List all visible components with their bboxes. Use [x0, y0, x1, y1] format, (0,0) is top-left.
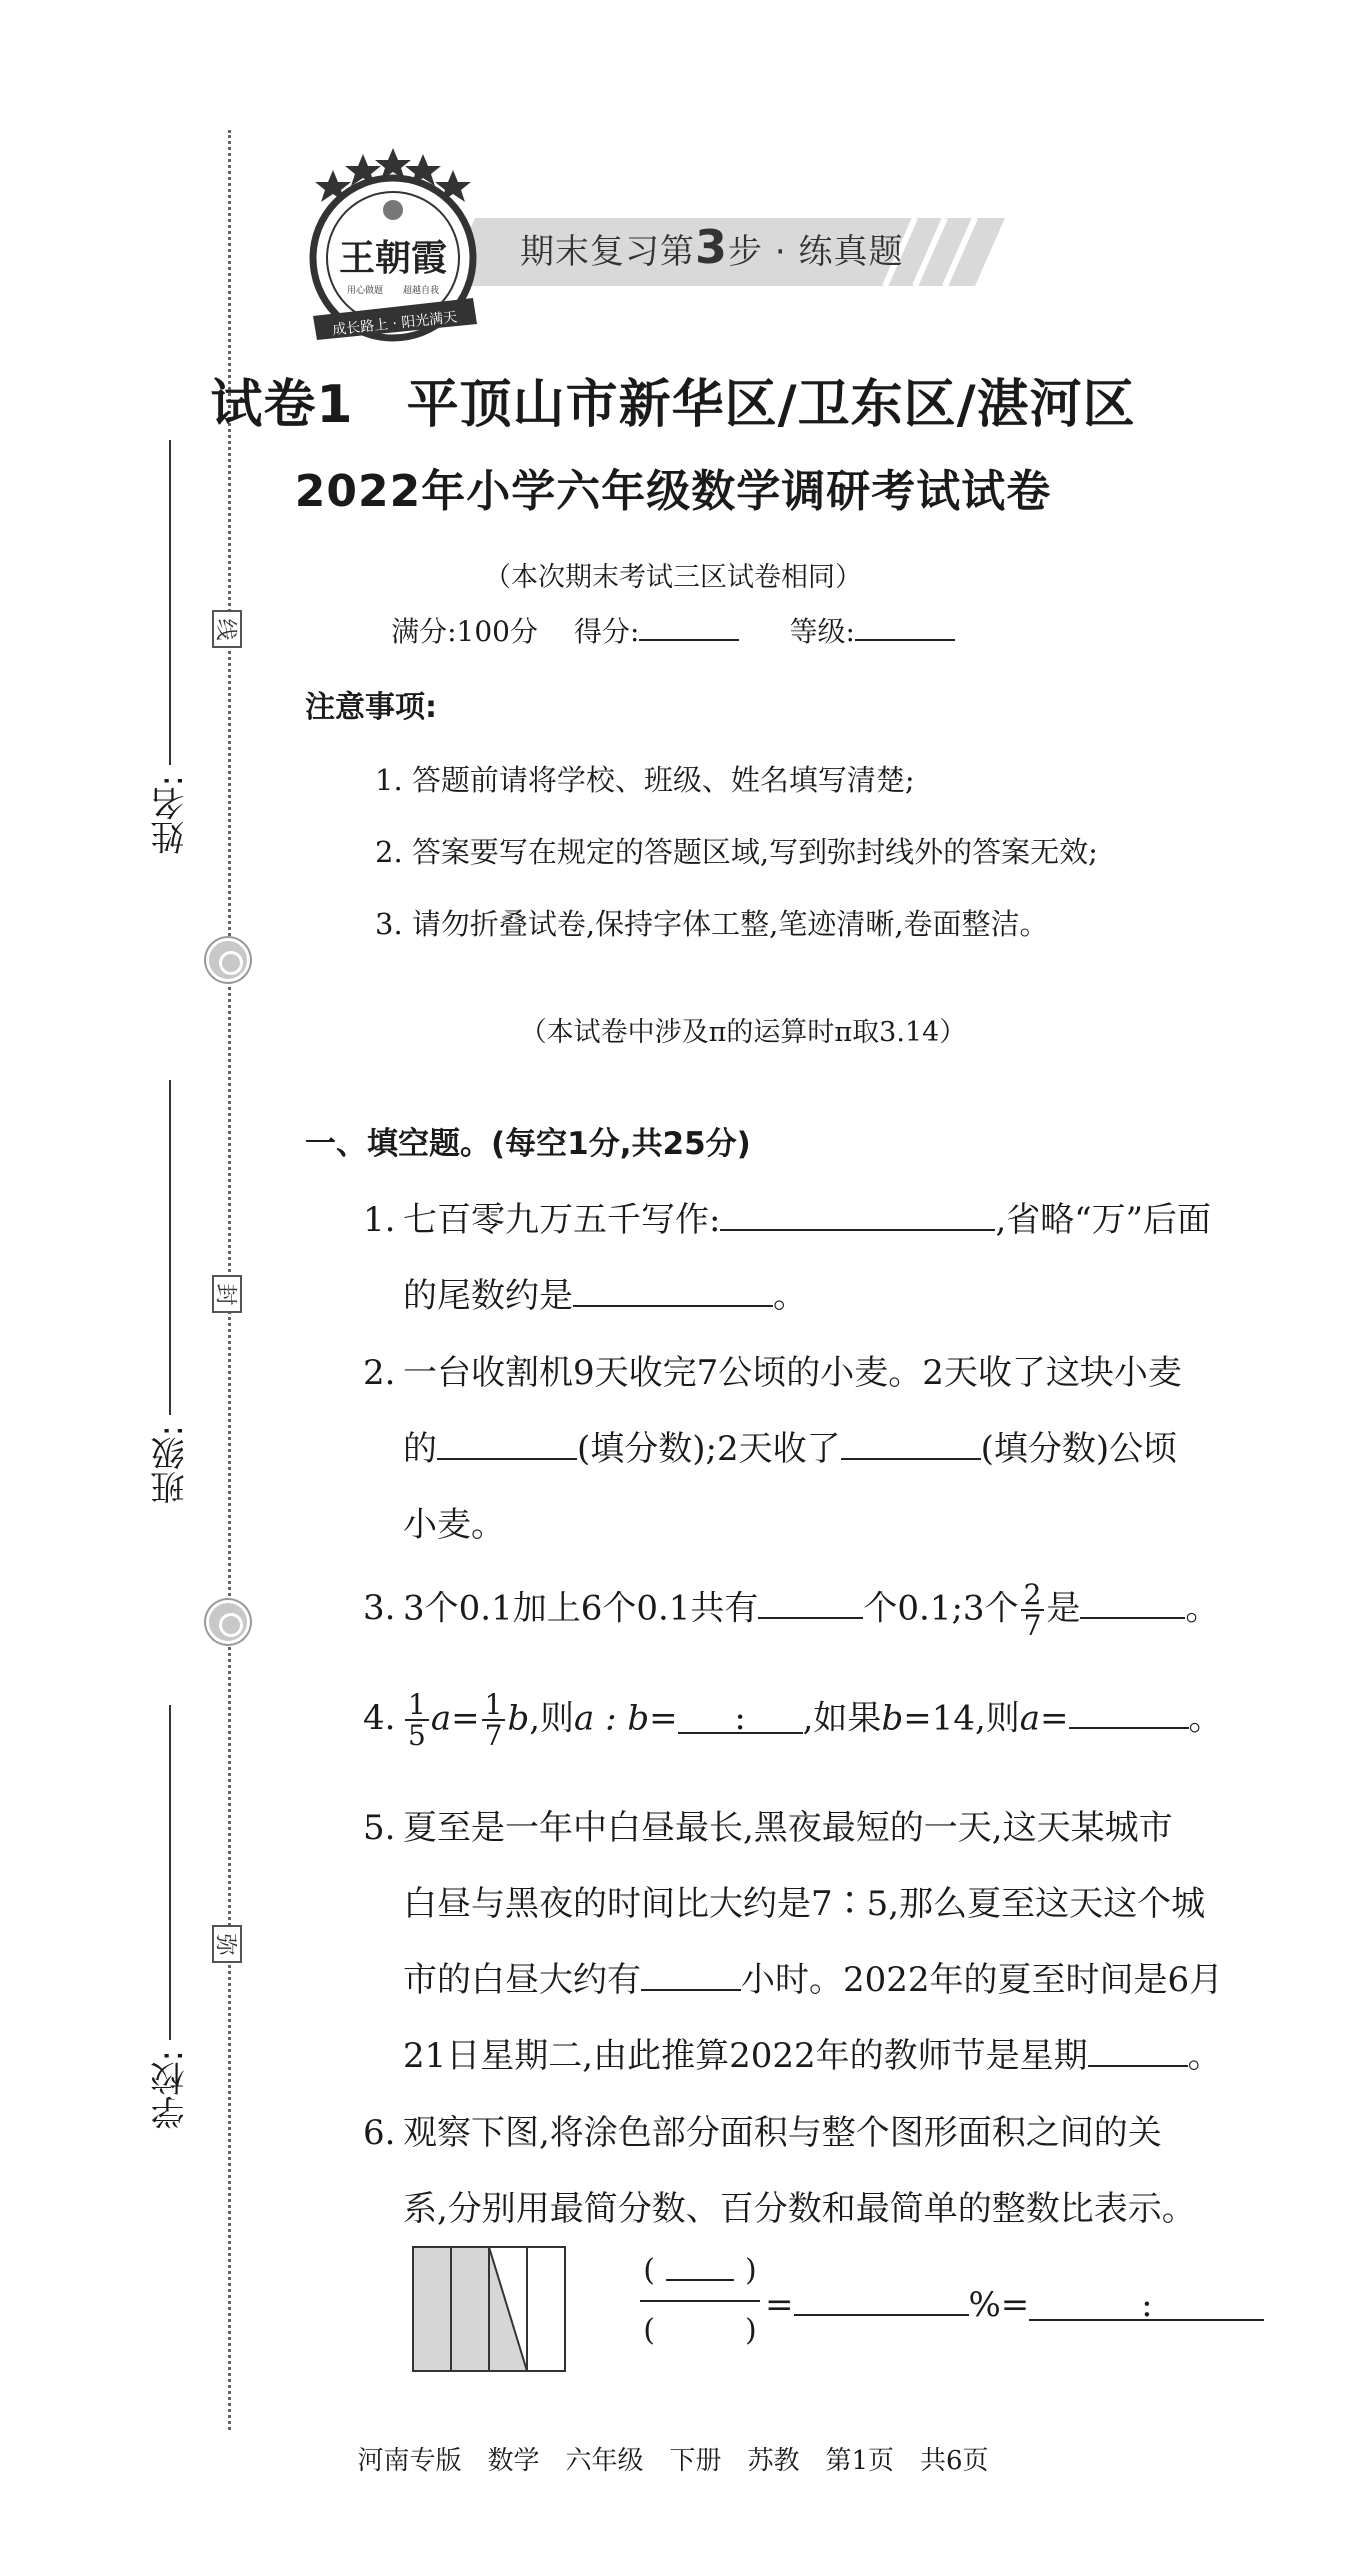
question-2-end: 小麦。 [403, 1505, 505, 1545]
question-6: 6. 观察下图,将涂色部分面积与整个图形面积之间的关 [363, 2113, 1162, 2153]
section-title: 一、填空题。(每空1分,共25分) [305, 1126, 751, 1162]
brand-logo-icon [295, 148, 491, 344]
school-field[interactable] [145, 1705, 195, 2129]
class-field[interactable] [145, 1080, 195, 1504]
question-2-cont: 的 (填分数);2天收了 (填分数)公顷 [403, 1421, 1177, 1470]
question-5-line3: 市的白昼大约有 小时。2022年的夏至时间是6月 [403, 1952, 1223, 2001]
question-2: 2. 一台收割机9天收完7公顷的小麦。2天收了这块小麦 [363, 1353, 1182, 1393]
question-5: 5. 夏至是一年中白昼最长,黑夜最短的一天,这天某城市 [363, 1808, 1173, 1848]
same-paper-note: （本次期末考试三区试卷相同） [484, 562, 862, 593]
school-fill-line[interactable] [169, 1705, 171, 2040]
question-6-answers: = %= : [765, 2280, 1264, 2325]
svg-text:用心做题: 用心做题 [346, 286, 384, 296]
answer-blank[interactable] [758, 1583, 863, 1619]
seal-mark-line: 线 [212, 610, 242, 648]
flower-ornament-icon [206, 938, 250, 982]
fraction-1-7: $\frac{1}{7}$ [482, 1690, 506, 1751]
ratio-blank[interactable]: : [1029, 2285, 1264, 2321]
note-item: 1. 答题前请将学校、班级、姓名填写清楚; [375, 763, 915, 797]
svg-text:成长路上 · 阳光满天: 成长路上 · 阳光满天 [331, 309, 458, 339]
name-label: 姓名: [150, 775, 191, 855]
answer-blank[interactable] [573, 1271, 773, 1307]
school-label: 学校: [150, 2050, 191, 2130]
full-score: 满分:100分 [391, 615, 538, 648]
answer-blank[interactable] [1069, 1693, 1189, 1729]
exam-subtitle: 2022年小学六年级数学调研考试试卷 [294, 466, 1052, 517]
grade-label: 等级: [789, 615, 855, 648]
pi-note: （本试卷中涉及π的运算时π取3.14） [519, 1017, 967, 1048]
grade-blank[interactable] [855, 613, 955, 641]
score-row [0, 610, 1346, 650]
question-5-line2: 白昼与黑夜的时间比大约是7∶5,那么夏至这天这个城 [403, 1884, 1206, 1924]
question-4: 4. $\frac{1}{5}$ a= $\frac{1}{7}$ b,则a : b= : ,如果b=14,则a= 。 [363, 1688, 1223, 1753]
ratio-blank[interactable]: : [678, 1698, 803, 1734]
question-5-line4: 21日星期二,由此推算2022年的教师节是星期 。 [403, 2028, 1222, 2077]
answer-blank[interactable] [1088, 2031, 1188, 2067]
shaded-rectangle-figure [411, 2245, 567, 2373]
fraction-2-7: $\frac{2}{7}$ [1021, 1580, 1045, 1641]
fraction-1-5: $\frac{1}{5}$ [405, 1690, 429, 1751]
percent-blank[interactable] [794, 2280, 969, 2316]
note-item: 3. 请勿折叠试卷,保持字体工整,笔迹清晰,卷面整洁。 [375, 907, 1049, 941]
banner-title: 期末复习第3步 · 练真题 [520, 220, 904, 274]
answer-blank[interactable] [720, 1195, 995, 1231]
answer-blank[interactable] [437, 1424, 577, 1460]
question-3: 3. 3个0.1加上6个0.1共有 个0.1;3个 $\frac{2}{7}$ 是 。 [363, 1578, 1220, 1643]
page-footer: 河南专版 数学 六年级 下册 苏教 第1页 共6页 [357, 2446, 989, 2476]
svg-text:超越自我: 超越自我 [402, 286, 440, 296]
class-label: 班级: [150, 1425, 191, 1505]
class-fill-line[interactable] [169, 1080, 171, 1415]
seal-mark-seal: 封 [212, 1275, 242, 1313]
answer-blank[interactable] [841, 1424, 981, 1460]
notes-title: 注意事项: [305, 690, 437, 725]
score-blank[interactable] [639, 613, 739, 641]
score-label: 得分: [574, 615, 640, 648]
answer-blank[interactable] [641, 1955, 741, 1991]
simplest-fraction-answer[interactable]: ( ) ( ) [640, 2245, 760, 2365]
seal-mark-mi: 弥 [212, 1925, 242, 1963]
answer-blank[interactable] [1080, 1583, 1185, 1619]
question-1-cont: 的尾数约是 。 [403, 1268, 807, 1317]
question-1: 1. 七百零九万五千写作: ,省略“万”后面 [363, 1192, 1211, 1241]
question-6-line2: 系,分别用最简分数、百分数和最简单的整数比表示。 [403, 2189, 1196, 2229]
note-item: 2. 答案要写在规定的答题区域,写到弥封线外的答案无效; [375, 835, 1098, 869]
flower-ornament-icon [206, 1600, 250, 1644]
svg-text:王朝霞: 王朝霞 [338, 237, 448, 279]
exam-title: 试卷1 平顶山市新华区/卫东区/湛河区 [210, 375, 1136, 435]
